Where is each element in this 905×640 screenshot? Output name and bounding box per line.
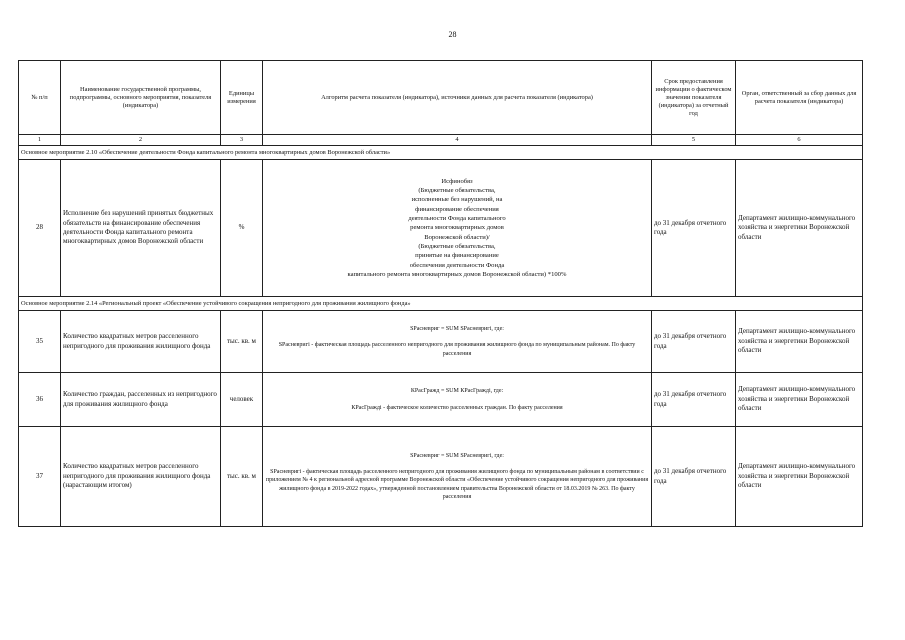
header-deadline: Срок предоставления информации о фактическом значении показателя (индикатора) за отчетный год xyxy=(652,61,736,135)
column-number: 1 xyxy=(19,135,61,146)
column-number: 3 xyxy=(221,135,263,146)
table-row xyxy=(19,427,863,527)
section-title-2-14: Основное мероприятие 2.14 «Региональный проект «Обеспечение устойчивого сокращения непригодного для проживания жилищного фонда» xyxy=(19,297,863,311)
responsible-body: Департамент жилищно-коммунального хозяйства и энергетики Воронежской области xyxy=(736,373,863,427)
deadline: до 31 декабря отчетного года xyxy=(652,311,736,373)
indicator-name: Количество квадратных метров расселенного непригодного для проживания жилищного фонда xyxy=(61,311,221,373)
unit: % xyxy=(221,160,263,297)
indicator-name: Количество квадратных метров расселенного непригодного для проживания жилищного фонда (нарастающим итогом) xyxy=(61,427,221,527)
table-row xyxy=(19,311,863,373)
deadline: до 31 декабря отчетного года xyxy=(652,373,736,427)
header-algorithm: Алгоритм расчета показателя (индикатора), источники данных для расчета показателя (индикатора) xyxy=(263,61,652,135)
formula-description: SРасневригi - фактическая площадь расселенного непригодного для проживания жилищного фонда по муниципальным районам в соответствии с приложением № 4 к региональной адресной программе Воронежской области «Обеспечение устойчивого сокращения непригодного для проживания жилищного фонда в 2019-2022 годах», утвержденной постановлением правительства Воронежской области от 18.03.2019 № 263. По факту расселения xyxy=(265,468,649,501)
deadline: до 31 декабря отчетного года xyxy=(652,427,736,527)
unit: человек xyxy=(221,373,263,427)
unit: тыс. кв. м xyxy=(221,311,263,373)
formula-description: SРасневригi - фактическая площадь расселенного непригодного для проживания жилищного фонда по муниципальным районам. По факту расселения xyxy=(278,342,636,357)
header-unit: Единицы измерения xyxy=(221,61,263,135)
row-number: 36 xyxy=(19,373,61,427)
formula: SРасневриг = SUM SРасневригi, где: xyxy=(410,452,504,459)
section-row xyxy=(19,146,863,160)
formula: SРасневриг = SUM SРасневригi, где: xyxy=(410,325,504,332)
responsible-body: Департамент жилищно-коммунального хозяйства и энергетики Воронежской области xyxy=(736,160,863,297)
table-header-row xyxy=(19,61,863,135)
column-number: 6 xyxy=(736,135,863,146)
indicator-name: Исполнение без нарушений принятых бюджетных обязательств на финансирование обеспечения деятельности Фонда капитального ремонта многоквартирных домов Воронежской области xyxy=(61,160,221,297)
page-number: 28 xyxy=(448,30,457,39)
formula-description: КРасГраждi - фактическое количество расселенных граждан. По факту расселения xyxy=(351,404,563,411)
responsible-body: Департамент жилищно-коммунального хозяйства и энергетики Воронежской области xyxy=(736,311,863,373)
column-number: 5 xyxy=(652,135,736,146)
indicators-table xyxy=(18,60,863,527)
table-row xyxy=(19,160,863,297)
indicator-name: Количество граждан, расселенных из непригодного для проживания жилищного фонда xyxy=(61,373,221,427)
column-numbers-row xyxy=(19,135,863,146)
calculation-algorithm: Исфинобяз (Бюджетные обязательства, исполненные без нарушений, на финансирование обеспечения деятельности Фонда капитального ремонта многоквартирных домов Воронежской области)/ (Бюджетные обязательства, принятые на финансирование обеспечения деятельности Фонда капитального ремонта многоквартирных домов Воронежской области) *100% xyxy=(263,160,652,297)
row-number: 35 xyxy=(19,311,61,373)
header-name: Наименование государственной программы, подпрограммы, основного мероприятия, показателя (индикатора) xyxy=(61,61,221,135)
formula: КРасГражд = SUM КРасГраждi, где: xyxy=(410,388,504,395)
deadline: до 31 декабря отчетного года xyxy=(652,160,736,297)
unit: тыс. кв. м xyxy=(221,427,263,527)
section-title-2-10: Основное мероприятие 2.10 «Обеспечение деятельности Фонда капитального ремонта многоквартирных домов Воронежской области» xyxy=(19,146,863,160)
calculation-algorithm xyxy=(263,311,652,373)
column-number: 2 xyxy=(61,135,221,146)
section-row xyxy=(19,297,863,311)
responsible-body: Департамент жилищно-коммунального хозяйства и энергетики Воронежской области xyxy=(736,427,863,527)
table-row xyxy=(19,373,863,427)
row-number: 37 xyxy=(19,427,61,527)
calculation-algorithm xyxy=(263,373,652,427)
header-num: № п/п xyxy=(19,61,61,135)
row-number: 28 xyxy=(19,160,61,297)
column-number: 4 xyxy=(263,135,652,146)
calculation-algorithm xyxy=(263,427,652,527)
header-responsible: Орган, ответственный за сбор данных для расчета показателя (индикатора) xyxy=(736,61,863,135)
